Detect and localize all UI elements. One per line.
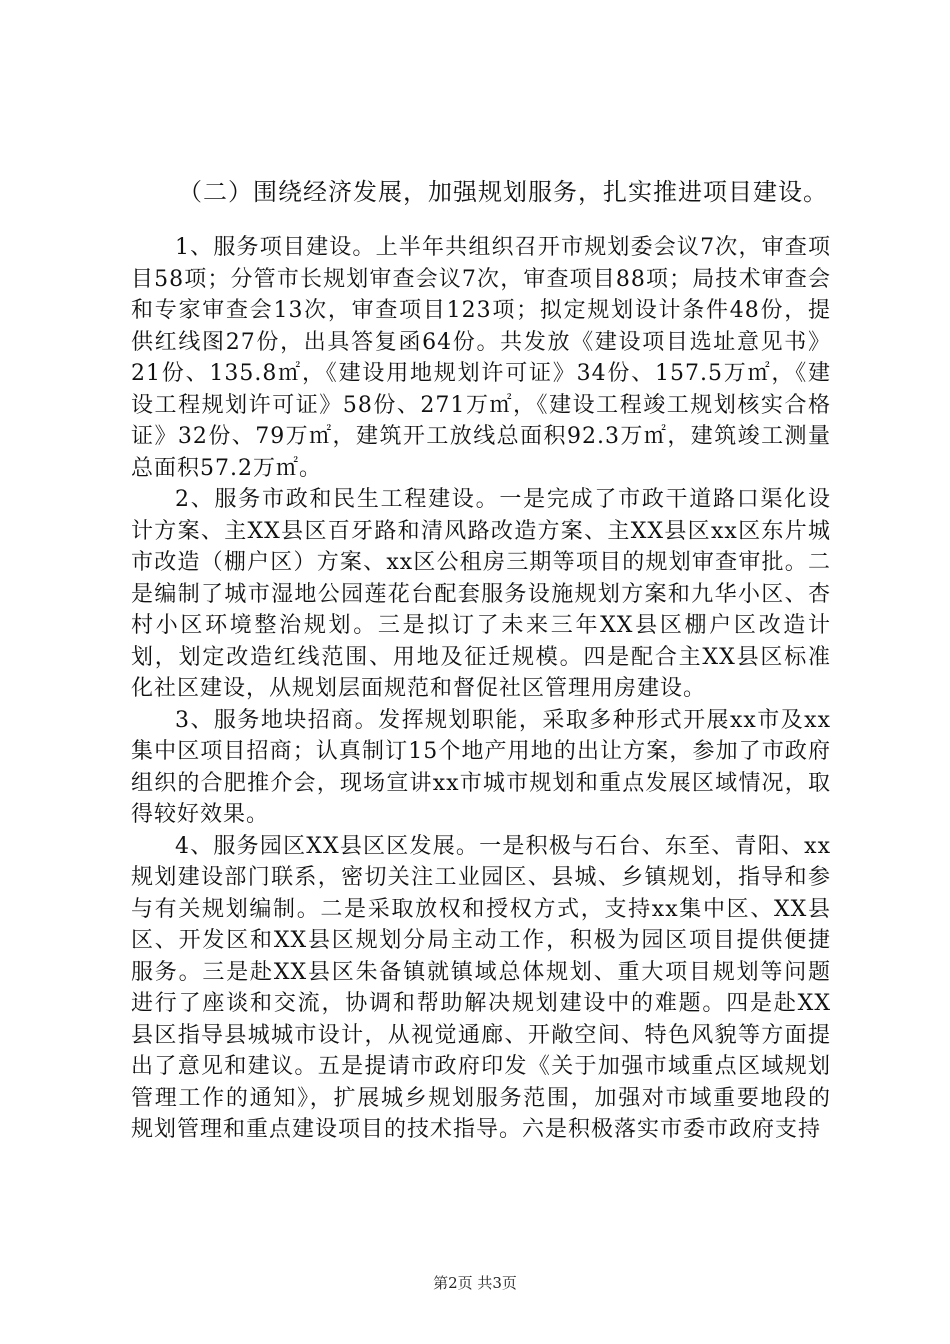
- paragraph-municipal-livelihood: 2、服务市政和民生工程建设。一是完成了市政干道路口渠化设计方案、主XX县区百牙路和清风路改造方案、主XX县区xx区东片城市改造（棚户区）方案、xx区公租房三期等项目的规划审查审批。二是编制了城市湿地公园莲花台配套服务设施规划方案和九华小区、杏村小区环境整治规划。三是拟订了未来三年XX县区棚户区改造计划，划定改造红线范围、用地及征迁规模。四是配合主XX县区标准化社区建设，从规划层面规范和督促社区管理用房建设。: [131, 487, 831, 701]
- body-text: [131, 232, 831, 1146]
- page-number-footer: 第2页 共3页: [433, 1274, 517, 1292]
- paragraph-project-construction: 1、服务项目建设。上半年共组织召开市规划委会议7次，审查项目58项；分管市长规划审查会议7次，审查项目88项；局技术审查会和专家审查会13次，审查项目123项；拟定规划设计条件48份，提供红线图27份，出具答复函64份。共发放《建设项目选址意见书》21份、135.8㎡，《建设用地规划许可证》34份、157.5万㎡，《建设工程规划许可证》58份、271万㎡，《建设工程竣工规划核实合格证》32份、79万㎡，建筑开工放线总面积92.3万㎡，建筑竣工测量总面积57.2万㎡。: [131, 235, 831, 481]
- paragraph-land-investment: 3、服务地块招商。发挥规划职能，采取多种形式开展xx市及xx集中区项目招商；认真制订15个地产用地的出让方案，参加了市政府组织的合肥推介会，现场宣讲xx市城市规划和重点发展区域情况，取得较好效果。: [131, 707, 831, 827]
- section-heading: （二）围绕经济发展，加强规划服务，扎实推进项目建设。: [178, 178, 828, 206]
- paragraph-park-development: 4、服务园区XX县区区发展。一是积极与石台、东至、青阳、xx规划建设部门联系，密切关注工业园区、县城、乡镇规划，指导和参与有关规划编制。二是采取放权和授权方式，支持xx集中区、XX县区、开发区和XX县区规划分局主动工作，积极为园区项目提供便捷服务。三是赴XX县区朱备镇就镇域总体规划、重大项目规划等问题进行了座谈和交流，协调和帮助解决规划建设中的难题。四是赴XX县区指导县城城市设计，从视觉通廊、开敞空间、特色风貌等方面提出了意见和建议。五是提请市政府印发《关于加强市域重点区域规划管理工作的通知》，扩展城乡规划服务范围，加强对市域重要地段的规划管理和重点建设项目的技术指导。六是积极落实市委市政府支持: [131, 833, 831, 1142]
